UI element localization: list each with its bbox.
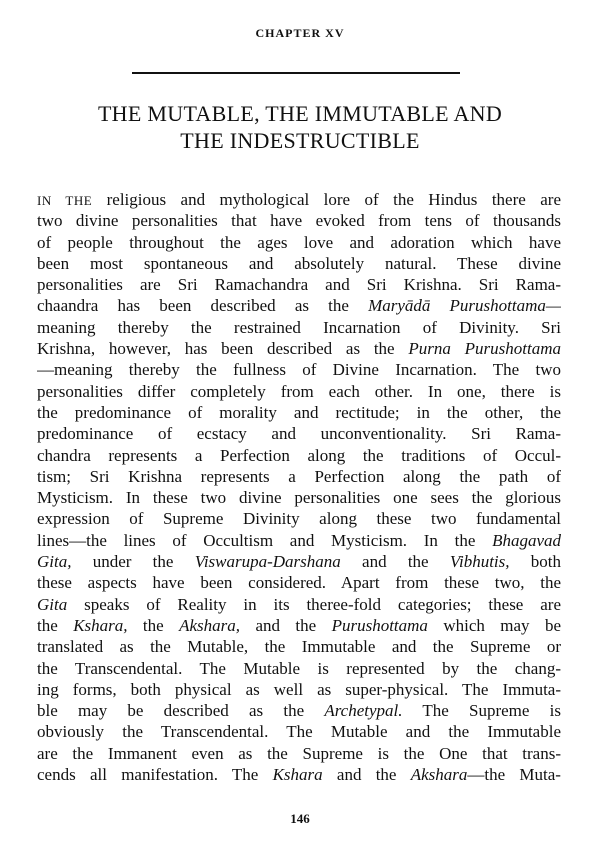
text-run: ble may be described as the bbox=[37, 701, 325, 721]
text-run: two divine personalities that have evoked from tens of thousands bbox=[37, 211, 561, 231]
text-run: and the bbox=[340, 552, 450, 572]
text-line bbox=[37, 445, 561, 466]
text-line bbox=[37, 530, 561, 551]
chapter-rule bbox=[132, 72, 460, 74]
chapter-title bbox=[40, 100, 560, 154]
text-line bbox=[37, 700, 561, 721]
text-run: tism; Sri Krishna represents a Perfection along the path of bbox=[37, 466, 561, 486]
italic-term: Gita, bbox=[37, 552, 72, 572]
text-run: personalities differ completely from each other. In one, there is bbox=[37, 381, 561, 401]
text-run: The Supreme is bbox=[402, 701, 561, 721]
text-run: —meaning thereby the fullness of Divine Incarnation. The two bbox=[37, 360, 561, 380]
text-run: expression of Supreme Divinity along these two fundamental bbox=[37, 509, 561, 529]
text-line bbox=[37, 508, 561, 529]
italic-term: Purushottama bbox=[331, 615, 428, 635]
text-run: and the bbox=[322, 765, 411, 785]
italic-term: Kshara, bbox=[73, 615, 128, 635]
italic-term: Bhagavad bbox=[492, 530, 561, 550]
text-run: the bbox=[37, 615, 74, 635]
text-line bbox=[37, 764, 561, 785]
text-run: the predominance of morality and rectitude; in the other, the bbox=[37, 402, 561, 422]
italic-term: Archetypal. bbox=[324, 701, 403, 721]
chapter-label: CHAPTER XV bbox=[255, 26, 345, 40]
body-paragraph bbox=[37, 189, 561, 785]
text-run: religious and mythological lore of the Hindus there are bbox=[92, 190, 561, 209]
text-run: lines—the lines of Occultism and Mysticism. In the bbox=[37, 530, 493, 550]
text-line bbox=[37, 487, 561, 508]
text-line bbox=[37, 274, 561, 295]
text-line bbox=[37, 381, 561, 402]
text-run: obviously the Transcendental. The Mutable and the Immutable bbox=[37, 722, 561, 742]
italic-term: Purna Purushottama bbox=[408, 339, 561, 359]
text-line bbox=[37, 572, 561, 593]
text-run: personalities are Sri Ramachandra and Sri Krishna. Sri Rama- bbox=[37, 275, 561, 295]
text-run: the Transcendental. The Mutable is represented by the chang- bbox=[37, 658, 561, 678]
text-run: predominance of ecstacy and unconventionality. Sri Rama- bbox=[37, 424, 561, 444]
text-line bbox=[37, 210, 561, 231]
text-run: chandra represents a Perfection along the traditions of Occul- bbox=[37, 445, 561, 465]
text-run: Mysticism. In these two divine personalities one sees the glorious bbox=[37, 488, 561, 508]
text-line bbox=[37, 253, 561, 274]
text-run: chaandra has been described as the bbox=[37, 296, 369, 316]
text-line bbox=[37, 615, 561, 636]
text-run: are the Immanent even as the Supreme is the One that trans- bbox=[37, 743, 561, 763]
text-run: been most spontaneous and absolutely natural. These divine bbox=[37, 253, 561, 273]
text-run: the bbox=[127, 615, 180, 635]
text-line bbox=[37, 295, 561, 316]
text-line bbox=[37, 338, 561, 359]
opening-small-caps: IN THE bbox=[37, 193, 93, 208]
text-line bbox=[37, 594, 561, 615]
text-run: under the bbox=[71, 552, 195, 572]
text-run: these aspects have been considered. Apart from these two, the bbox=[37, 573, 561, 593]
text-line bbox=[37, 402, 561, 423]
text-line bbox=[37, 423, 561, 444]
italic-term: Akshara, bbox=[179, 615, 241, 635]
italic-term: Gita bbox=[37, 594, 68, 614]
italic-term: Maryādā Purushottama— bbox=[368, 296, 561, 316]
text-line bbox=[37, 317, 561, 338]
text-run: which may be bbox=[427, 615, 561, 635]
text-run: Krishna, however, has been described as the bbox=[37, 339, 409, 359]
text-run: cends all manifestation. The bbox=[37, 765, 273, 785]
text-run: —the Muta- bbox=[467, 765, 561, 785]
text-line bbox=[37, 189, 561, 210]
text-run: of people throughout the ages love and adoration which have bbox=[37, 232, 561, 252]
text-line bbox=[37, 466, 561, 487]
text-run: and the bbox=[240, 615, 332, 635]
page-number: 146 bbox=[290, 811, 310, 826]
text-run: speaks of Reality in its theree-fold categories; these are bbox=[67, 594, 561, 614]
italic-term: Vibhutis, bbox=[449, 552, 510, 572]
text-line bbox=[37, 679, 561, 700]
text-line bbox=[37, 636, 561, 657]
text-run: meaning thereby the restrained Incarnation of Divinity. Sri bbox=[37, 317, 561, 337]
text-line bbox=[37, 232, 561, 253]
text-run: both bbox=[509, 552, 561, 572]
italic-term: Kshara bbox=[272, 765, 323, 785]
text-line bbox=[37, 658, 561, 679]
text-run: translated as the Mutable, the Immutable and the Supreme or bbox=[37, 637, 561, 657]
italic-term: Akshara bbox=[410, 765, 468, 785]
chapter-title-line-2: THE INDESTRUCTIBLE bbox=[180, 128, 420, 153]
text-line bbox=[37, 721, 561, 742]
text-run: ing forms, both physical as well as super-physical. The Immuta- bbox=[37, 679, 561, 699]
text-line bbox=[37, 743, 561, 764]
text-line bbox=[37, 551, 561, 572]
italic-term: Viswarupa-Darshana bbox=[194, 552, 341, 572]
text-line bbox=[37, 359, 561, 380]
chapter-title-line-1: THE MUTABLE, THE IMMUTABLE AND bbox=[97, 101, 503, 126]
